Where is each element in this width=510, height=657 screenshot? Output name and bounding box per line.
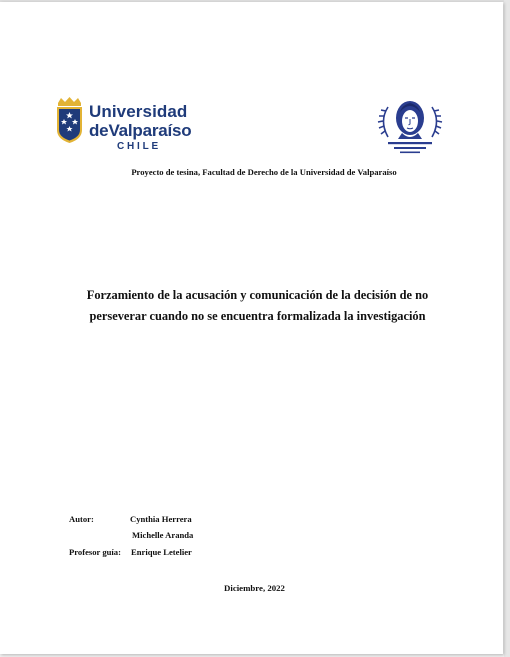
- logo-line-valparaiso: deValparaíso: [89, 121, 192, 140]
- document-page: [0, 2, 503, 654]
- project-subtitle: Proyecto de tesina, Facultad de Derecho de la Universidad de Valparaíso: [131, 167, 397, 177]
- thesis-title-line-2: perseverar cuando no se encuentra formalizada la investigación: [89, 309, 426, 323]
- document-date: Diciembre, 2022: [224, 583, 285, 593]
- advisor-label: Profesor guía:: [69, 547, 121, 557]
- university-logo: [55, 97, 192, 152]
- viewer-scrollbar[interactable]: [504, 0, 510, 657]
- authors-label: Autor:: [69, 514, 94, 524]
- thesis-title-line-1: Forzamiento de la acusación y comunicación de la decisión de no: [86, 288, 429, 302]
- thesis-title: [60, 285, 455, 327]
- logo-line-chile: CHILE: [117, 141, 161, 152]
- advisor-name: Enrique Letelier: [131, 547, 192, 557]
- logo-line-universidad: Universidad: [89, 102, 188, 121]
- uv-shield-icon: [55, 97, 84, 143]
- faculty-seal-icon: [374, 97, 446, 155]
- author-name-2: Michelle Aranda: [132, 530, 194, 540]
- author-name-1: Cynthia Herrera: [130, 514, 192, 524]
